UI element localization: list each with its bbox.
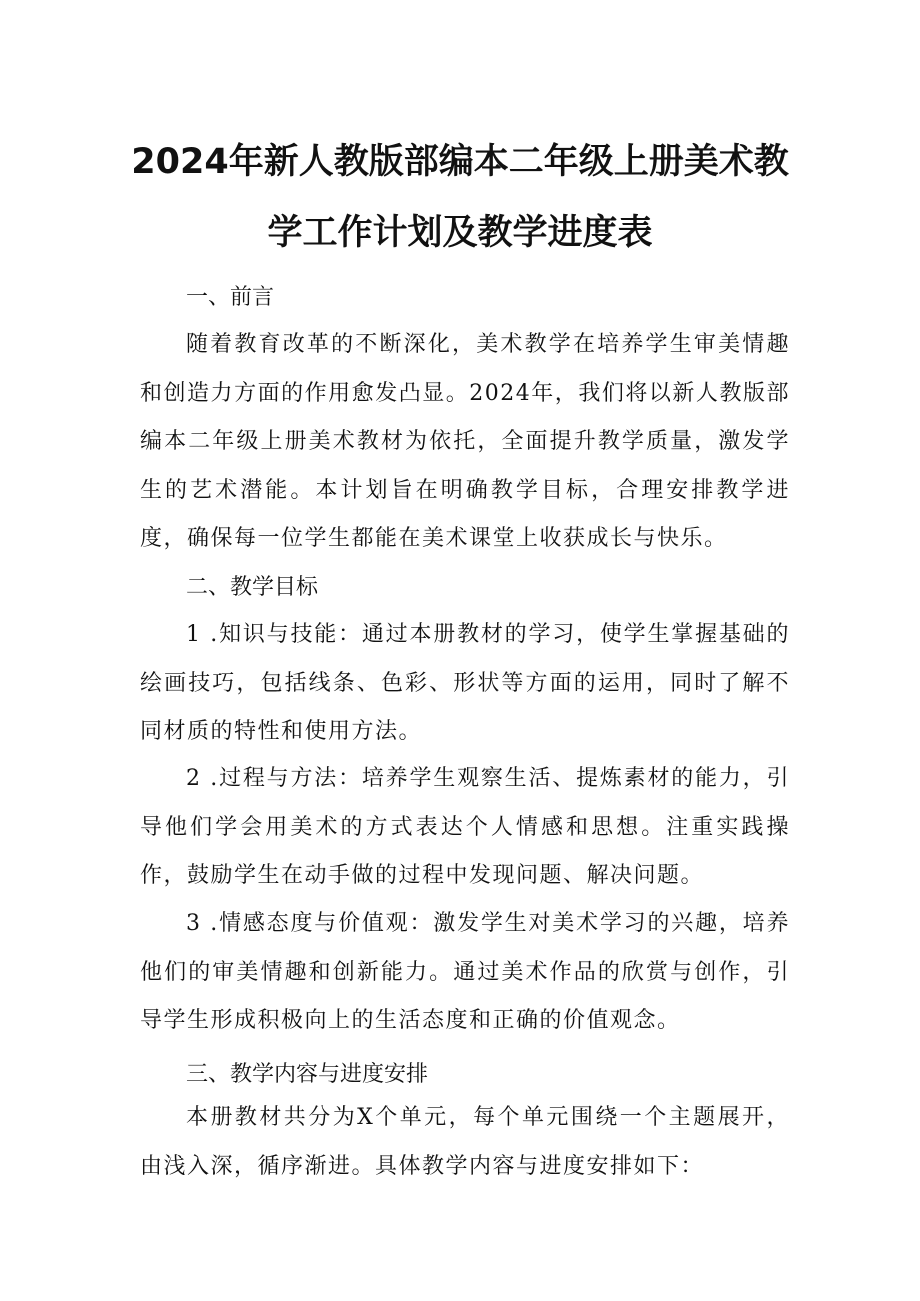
section-heading-preface: 一、前言 (186, 285, 275, 310)
goal-item-process-method: 2 .过程与方法：培养学生观察生活、提炼素材的能力，引导他们学会用美术的方式表达个人情感和思想。注重实践操作，鼓励学生在动手做的过程中发现问题、解决问题。 (140, 766, 790, 888)
goal-item-knowledge-skills: 1 .知识与技能：通过本册教材的学习，使学生掌握基础的绘画技巧，包括线条、色彩、形状等方面的运用，同时了解不同材质的特性和使用方法。 (140, 622, 790, 744)
document-title-line-1: 2024年新人教版部编本二年级上册美术教 (131, 142, 789, 182)
content-schedule-paragraph: 本册教材共分为X个单元，每个单元围绕一个主题展开，由浅入深，循序渐进。具体教学内容与进度安排如下： (140, 1105, 790, 1179)
section-heading-content-schedule: 三、教学内容与进度安排 (186, 1062, 429, 1087)
goal-item-emotion-values: 3 .情感态度与价值观：激发学生对美术学习的兴趣，培养他们的审美情趣和创新能力。通过美术作品的欣赏与创作，引导学生形成积极向上的生活态度和正确的价值观念。 (140, 911, 790, 1033)
document-title-line-2: 学工作计划及教学进度表 (267, 213, 653, 253)
preface-paragraph: 随着教育改革的不断深化，美术教学在培养学生审美情趣和创造力方面的作用愈发凸显。2024年，我们将以新人教版部编本二年级上册美术教材为依托，全面提升教学质量，激发学生的艺术潜能。本计划旨在明确教学目标，合理安排教学进度，确保每一位学生都能在美术课堂上收获成长与快乐。 (140, 332, 790, 551)
section-heading-teaching-goals: 二、教学目标 (186, 575, 319, 600)
